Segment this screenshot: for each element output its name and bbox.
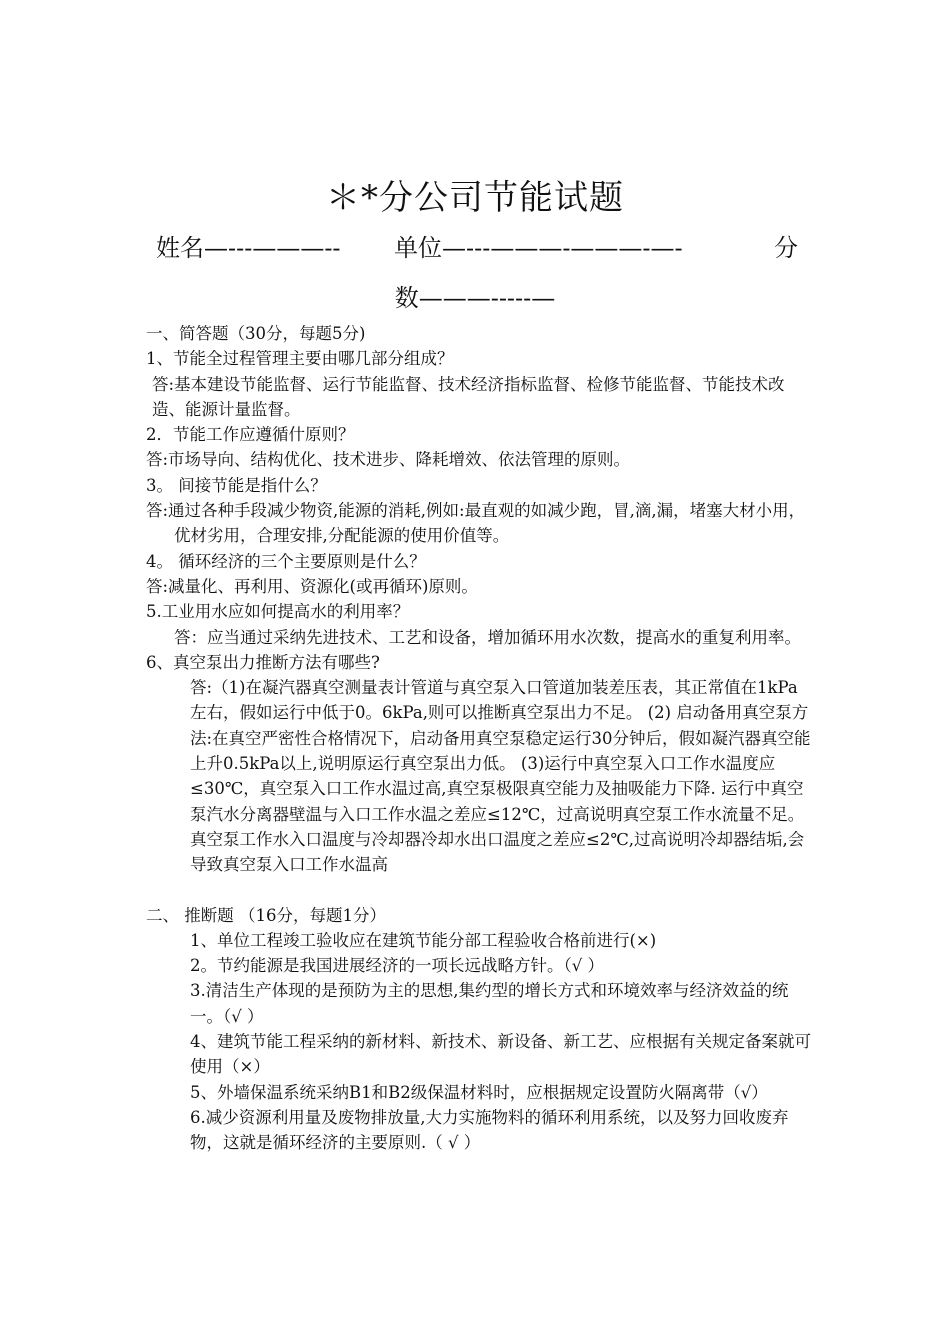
question-2: 2．节能工作应遵循什原则？ [146, 425, 355, 445]
score-label-char: 分 [774, 234, 798, 262]
answer-2: 答:市场导向、结构优化、技术进步、降耗增效、依法管理的原则。 [146, 450, 631, 470]
section1-heading: 一、简答题（30分，每题5分) [146, 324, 366, 343]
question-4: 4。 循环经济的三个主要原则是什么？ [146, 551, 426, 571]
answer-3: 答:通过各种手段减少物资,能源的消耗,例如:最直观的如减少跑，冒,滴,漏，堵塞大材小用，优材劣用，合理安排,分配能源的使用价值等。 [146, 501, 806, 546]
judgment-item-1: 1、单位工程竣工验收应在建筑节能分部工程验收合格前进行(×) [190, 930, 657, 950]
question-3: 3。 间接节能是指什么？ [146, 475, 327, 495]
answer-6: 答:（1)在凝汽器真空测量表计管道与真空泵入口管道加装差压表，其正常值在1kPa左右，假如运行中低于0。6kPa,则可以推断真空泵出力不足。 (2) 启动备用真空泵方法:在真空严密性合格情况下，启动备用真空泵稳定运行30分钟后，假如凝汽器真空能上升0.5kPa以上,说明原运行真空泵出力低。 (3)运行中真空泵入口工作水温度应≤30℃，真空泵入口工作水温过高,真空泵极限真空能力及抽吸能力下降. 运行中真空泵汽水分离器壁温与入口工作水温之差应≤12℃，过高说明真空泵工作水流量不足。 真空泵工作水入口温度与冷却器冷却水出口温度之差应≤2℃,过高说明冷却器结垢,会导致真空泵入口工作水温高 [190, 678, 811, 875]
answer-5: 答：应当通过采纳先进技术、工艺和设备，增加循环用水次数，提高水的重复利用率。 [174, 627, 801, 647]
unit-field: 单位—---———-———-—- [394, 234, 683, 262]
document-title: ＊*分公司节能试题 [326, 178, 624, 218]
section2-heading: 二、 推断题 （16分，每题1分） [146, 905, 386, 925]
score-field: 数———-----— [394, 284, 556, 312]
document-body [146, 321, 814, 1156]
judgment-item-2: 2。节约能源是我国进展经济的一项长远战略方针。（√ ） [190, 956, 605, 976]
judgment-item-3: 3.清洁生产体现的是预防为主的思想,集约型的增长方式和环境效率与经济效益的统一。（√ ） [190, 981, 789, 1026]
judgment-item-4: 4、建筑节能工程采纳的新材料、新技术、新设备、新工艺、应根据有关规定备案就可使用（×） [190, 1032, 811, 1077]
answer-1: 答:基本建设节能监督、运行节能监督、技术经济指标监督、检修节能监督、节能技术改造、能源计量监督。 [152, 374, 785, 419]
question-6: 6、真空泵出力推断方法有哪些? [146, 652, 380, 672]
name-field: 姓名—---———-- [156, 234, 341, 262]
judgment-item-5: 5、外墙保温系统采纳B1和B2级保温材料时，应根据规定设置防火隔离带（√） [190, 1082, 768, 1102]
section-gap [146, 878, 814, 903]
question-1: 1、节能全过程管理主要由哪几部分组成？ [146, 349, 454, 369]
judgment-item-6: 6.减少资源利用量及废物排放量,大力实施物料的循环利用系统，以及努力回收废弃物，这就是循环经济的主要原则.（ √ ） [190, 1107, 789, 1153]
answer-4: 答:减量化、再利用、资源化(或再循环)原则。 [146, 576, 478, 596]
question-5: 5.工业用水应如何提高水的利用率？ [146, 602, 410, 622]
